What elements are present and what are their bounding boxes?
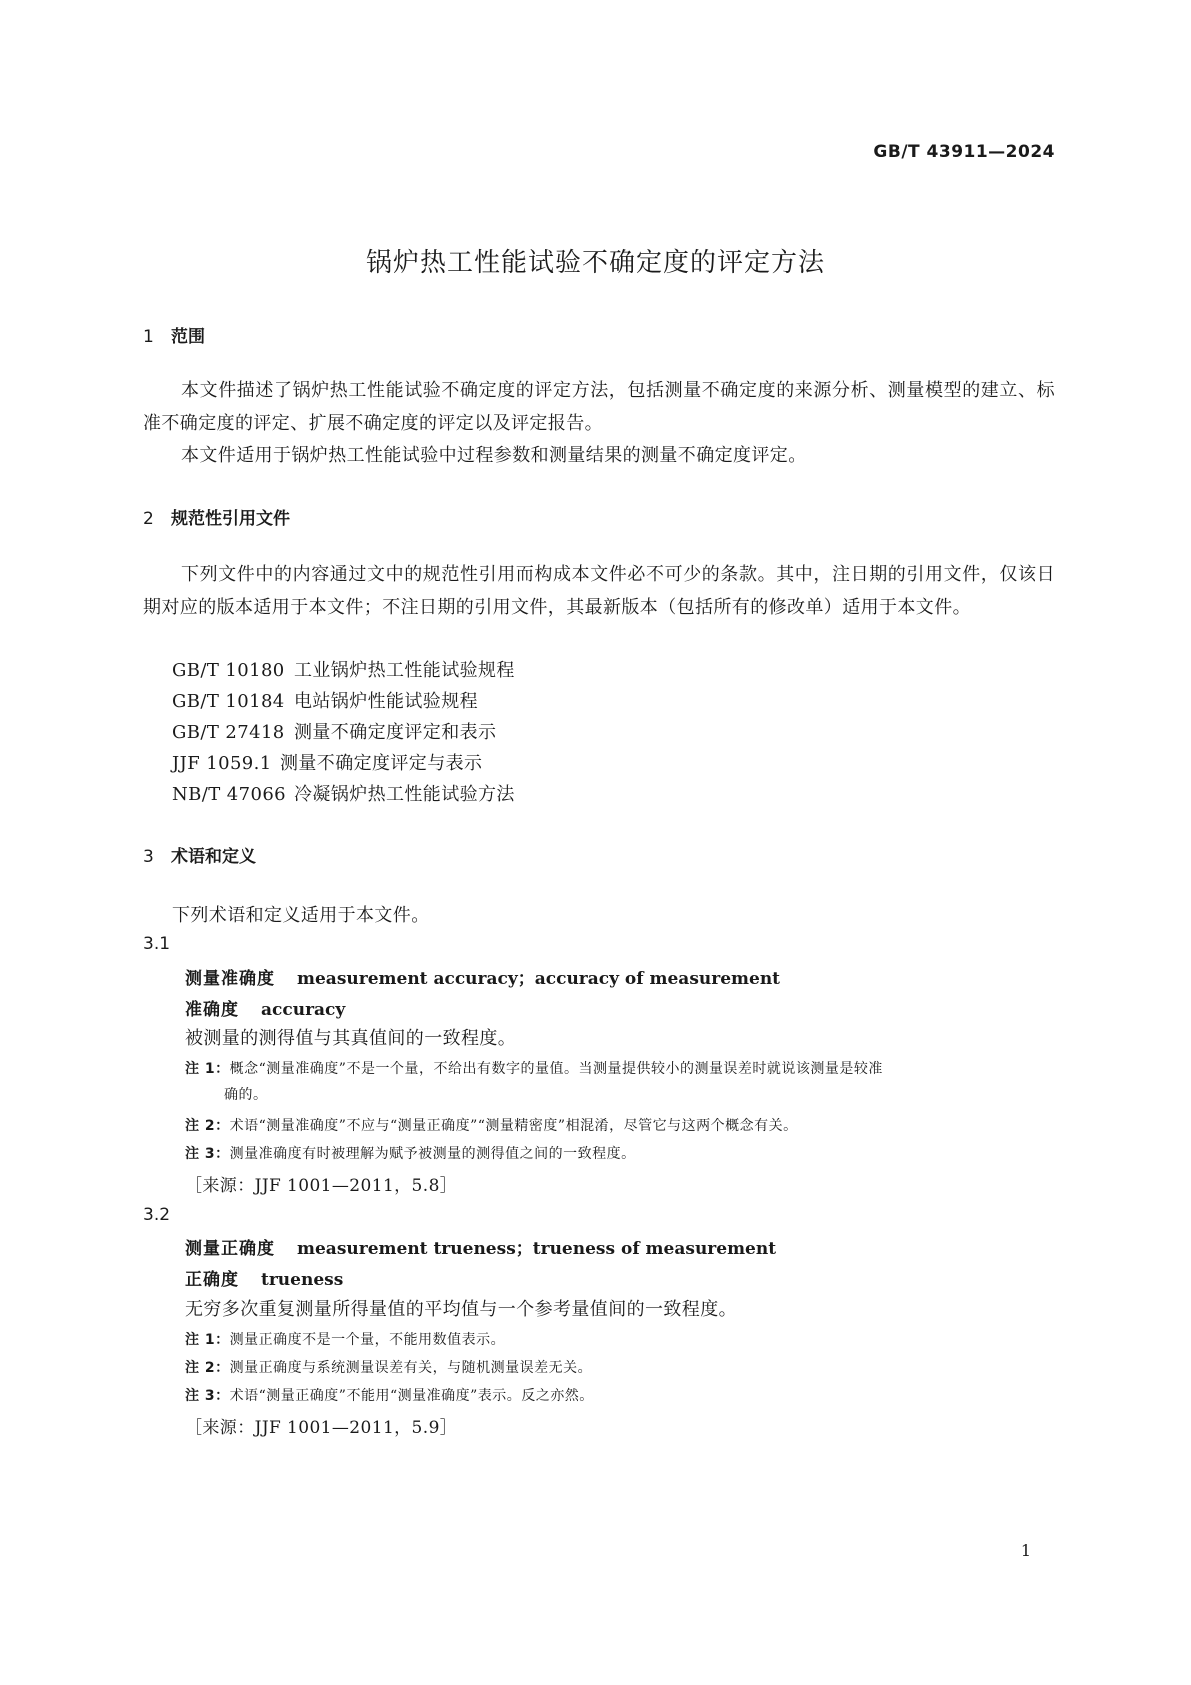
term-chinese: 准确度 (185, 1000, 239, 1020)
term-note-continuation: 确的。 (224, 1087, 268, 1103)
note-text: 概念“测量准确度”不是一个量，不给出有数字的量值。当测量提供较小的测量误差时就说该测量是较准 (229, 1061, 883, 1077)
reference-item (172, 687, 478, 713)
term-chinese: 测量准确度 (185, 969, 275, 989)
note-label: 注 2： (185, 1118, 230, 1134)
section-number: 1 (143, 327, 154, 347)
standard-number: GB/T 43911—2024 (873, 142, 1055, 162)
term-source: ［来源：JJF 1001—2011，5.8］ (185, 1176, 458, 1196)
term-number: 3.2 (143, 1205, 171, 1225)
term-source: ［来源：JJF 1001—2011，5.9］ (185, 1418, 458, 1438)
section-3-heading (143, 842, 256, 867)
section-title: 术语和定义 (171, 847, 256, 867)
term-number: 3.1 (143, 934, 171, 954)
section-3-intro: 下列术语和定义适用于本文件。 (172, 905, 430, 926)
term-note (185, 1385, 594, 1405)
reference-title: 电站锅炉性能试验规程 (294, 691, 478, 712)
term-alternative (185, 995, 345, 1020)
note-label: 注 3： (185, 1388, 230, 1404)
reference-item (172, 718, 496, 744)
page-number: 1 (1020, 1541, 1031, 1560)
section-number: 3 (143, 847, 154, 867)
section-title: 规范性引用文件 (171, 509, 290, 529)
reference-item (172, 749, 482, 775)
reference-title: 工业锅炉热工性能试验规程 (294, 660, 515, 681)
section-title: 范围 (171, 327, 205, 347)
reference-code: GB/T 10180 (172, 660, 285, 681)
note-label: 注 1： (185, 1061, 230, 1077)
term-chinese: 正确度 (185, 1270, 239, 1290)
term-note (185, 1058, 883, 1078)
section-number: 2 (143, 509, 154, 529)
section-2-intro: 下列文件中的内容通过文中的规范性引用而构成本文件必不可少的条款。其中，注日期的引用文件，仅该日期对应的版本适用于本文件；不注日期的引用文件，其最新版本（包括所有的修改单）适用于本文件。 (143, 564, 1055, 618)
note-text: 术语“测量正确度”不能用“测量准确度”表示。反之亦然。 (229, 1388, 594, 1404)
document-title: 锅炉热工性能试验不确定度的评定方法 (365, 248, 825, 278)
reference-title: 冷凝锅炉热工性能试验方法 (294, 784, 515, 805)
reference-code: NB/T 47066 (172, 784, 287, 805)
term-alternative (185, 1265, 343, 1290)
term-heading (185, 1234, 776, 1259)
note-text: 测量正确度不是一个量，不能用数值表示。 (229, 1332, 506, 1348)
term-note (185, 1357, 592, 1377)
term-heading (185, 964, 780, 989)
section-1-heading (143, 322, 205, 347)
term-english: measurement accuracy；accuracy of measurement (297, 969, 781, 989)
term-note (185, 1143, 636, 1163)
reference-item (172, 780, 515, 806)
term-english: accuracy (261, 1000, 346, 1020)
reference-code: JJF 1059.1 (172, 753, 272, 774)
reference-title: 测量不确定度评定与表示 (280, 753, 483, 774)
note-label: 注 2： (185, 1360, 230, 1376)
term-note (185, 1115, 798, 1135)
section-1-paragraph-2: 本文件适用于锅炉热工性能试验中过程参数和测量结果的测量不确定度评定。 (181, 445, 807, 466)
note-text: 测量正确度与系统测量误差有关，与随机测量误差无关。 (229, 1360, 593, 1376)
note-label: 注 3： (185, 1146, 230, 1162)
section-2-heading (143, 504, 290, 529)
note-text: 术语“测量准确度”不应与“测量正确度”“测量精密度”相混淆，尽管它与这两个概念有关。 (229, 1118, 798, 1134)
reference-item (172, 656, 515, 682)
term-definition: 被测量的测得值与其真值间的一致程度。 (185, 1028, 517, 1049)
note-label: 注 1： (185, 1332, 230, 1348)
reference-title: 测量不确定度评定和表示 (294, 722, 497, 743)
term-english: measurement trueness；trueness of measurement (297, 1239, 777, 1259)
note-text: 测量准确度有时被理解为赋予被测量的测得值之间的一致程度。 (229, 1146, 636, 1162)
term-note (185, 1329, 505, 1349)
section-1-paragraph-1: 本文件描述了锅炉热工性能试验不确定度的评定方法，包括测量不确定度的来源分析、测量模型的建立、标准不确定度的评定、扩展不确定度的评定以及评定报告。 (143, 380, 1055, 434)
term-english: trueness (261, 1270, 344, 1290)
reference-code: GB/T 10184 (172, 691, 285, 712)
reference-code: GB/T 27418 (172, 722, 285, 743)
term-definition: 无穷多次重复测量所得量值的平均值与一个参考量值间的一致程度。 (185, 1299, 737, 1320)
term-chinese: 测量正确度 (185, 1239, 275, 1259)
